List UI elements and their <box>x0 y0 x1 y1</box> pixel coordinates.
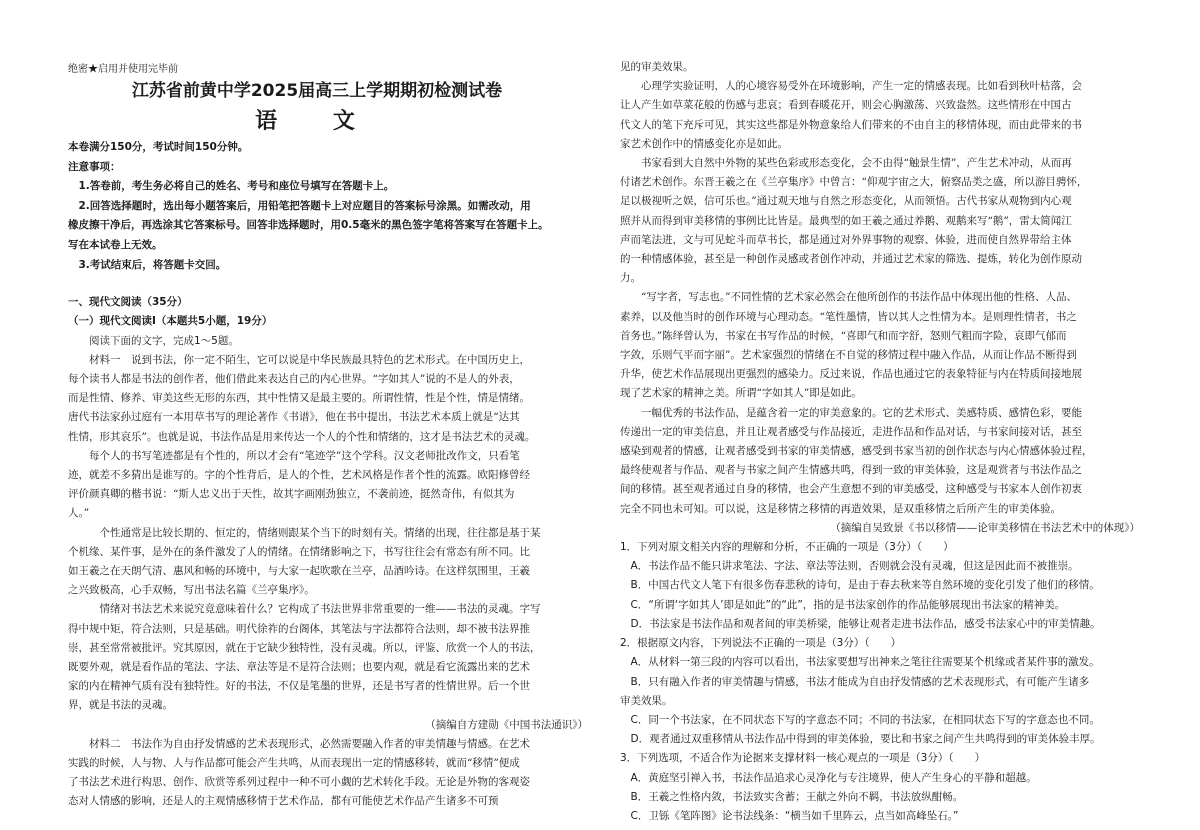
section-heading: 一、现代文阅读（35分） <box>68 296 188 309</box>
text-line: 情绪对书法艺术来说究竟意味着什么？它构成了书法世界非常重要的一维——书法的灵魂。字写 <box>99 603 541 616</box>
subsection-heading: （一）现代文阅读Ⅰ（本题共5小题，19分） <box>68 315 273 328</box>
text-line: 素养，以及他当时的创作环境与心理动态。“笔性墨情，皆以其人之性情为本。是则理性情者，书之 <box>620 310 1077 323</box>
text-line: 的一种情感体验，甚至是一种创作灵感或者创作冲动，并通过艺术家的筛选、提炼，转化为创作原动 <box>620 253 1082 266</box>
text-line: 迹，就差不多猜出是谁写的。字的个性背后，是人的个性，艺术风格是作者个性的流露。欧阳修曾经 <box>68 468 530 481</box>
text-line: 性情，形其哀乐”。也就是说，书法作品是用来传达一个人的个性和情绪的，这才是书法艺术的灵魂。 <box>68 430 536 443</box>
note-line: 3.考试结束后，将答题卡交回。 <box>78 258 227 271</box>
text-line: 家的内在精神气质有没有独特性。好的书法，不仅是笔墨的世界，还是书写者的性情世界。后一个世 <box>68 680 530 693</box>
text-line: 见的审美效果。 <box>620 61 694 73</box>
option-line: C．卫铄《笔阵图》论书法线条：“横当如千里阵云，点当如高峰坠石。” <box>630 809 959 822</box>
text-line: 之兴致极高，心手双畅，写出书法名篇《兰亭集序》。 <box>68 584 315 597</box>
text-line: 人。” <box>68 507 90 520</box>
text-line: 既要外观，就是看作品的笔法、字法、章法等是不是符合法则；也要内观，就是看它流露出来的艺术 <box>68 661 530 674</box>
option-line: A．从材料一第三段的内容可以看出，书法家要想写出神来之笔往往需要某个机缘或者某件事的激发。 <box>630 656 1100 669</box>
text-line: 让人产生如草菜花般的伤感与悲哀；看到春暖花开，则会心胸激荡、兴致盎然。这些情形在中国古 <box>620 99 1072 112</box>
text-line: 每个读书人都是书法的创作者，他们借此来表达自己的内心世界。“字如其人”说的不是人的外表， <box>68 372 520 385</box>
option-line: B．中国古代文人笔下有很多伤春悲秋的诗句，是由于春去秋来等自然环境的变化引发了他们的移情。 <box>630 579 1100 592</box>
text-line: 家艺术创作中的情感变化亦是如此。 <box>620 137 788 150</box>
text-line: 心理学实验证明，人的心境容易受外在环境影响，产生一定的情感表现。比如看到秋叶枯落，会 <box>641 80 1082 93</box>
option-line: 审美效果。 <box>620 694 673 707</box>
text-line: 付诸艺术创作。东晋王羲之在《兰亭集序》中曾言：“仰观宇宙之大，俯察品类之盛，所以游目骋怀， <box>620 176 1088 189</box>
text-line: 评价颜真卿的楷书说：“斯人忠义出于天性，故其字画刚劲独立，不袭前迹，挺然奇伟，有似其为 <box>68 488 515 501</box>
option-line: B．王羲之性格内敛，书法致实含蓄；王献之外向不羁，书法放纵酣畅。 <box>630 790 964 803</box>
option-line: B．只有融入作者的审美情趣与情感，书法才能成为自由抒发情感的艺术表现形式，有可能产生诸多 <box>630 675 1090 688</box>
left-column <box>68 138 588 812</box>
note-line: 2.回答选择题时，选出每小题答案后，用铅笔把答题卡上对应题目的答案标号涂黑。如需改动，用 <box>78 199 531 212</box>
text-line: “写字者，写志也。”不同性情的艺术家必然会在他所创作的书法作品中体现出他的性格、人品、 <box>641 291 1077 304</box>
text-line: 力。 <box>620 272 641 285</box>
text-line: 而是性情、修养、审美这些无形的东西，其中性情又是最主要的。所谓性情，性是个性，情是情绪。 <box>68 392 530 405</box>
text-line: 字敛，乐则气平而字丽”。艺术家强烈的情绪在不自觉的移情过程中融入作品，从而让作品不断得到 <box>620 349 1077 362</box>
text-line: 界，就是书法的灵魂。 <box>68 699 173 712</box>
question-2: 2．根据原文内容，下列说法不正确的一项是（3分）（ ） <box>620 637 902 650</box>
option-line: C．同一个书法家，在不同状态下写的字意态不同；不同的书法家，在相同状态下写的字意态也不同。 <box>630 713 1100 726</box>
text-line: 照并从而得到审美移情的事例比比皆是。最典型的如王羲之通过养鹅、观鹅来写“鹅”，雷太简闻江 <box>620 214 1072 227</box>
exam-info: 本卷满分150分，考试时间150分钟。 <box>68 141 249 153</box>
text-line: 唐代书法家孙过庭有一本用草书写的理论著作《书谱》，他在书中提出，书法艺术本质上就是“达其 <box>68 411 520 424</box>
text-line: 一幅优秀的书法作品，是蕴含着一定的审美意象的。它的艺术形式、美感特质、感情色彩，要能 <box>641 406 1082 419</box>
text-line: 个机缘、某件事，是外在的条件激发了人的情绪。在情绪影响之下，书写往往会有常态有所不同。比 <box>68 545 530 558</box>
text-line: 传递出一定的审美信息，并且让观者感受与作品接近，走进作品和作品对话，与书家间接对话，甚至 <box>620 425 1082 438</box>
text-line: 每个人的书写笔迹都是有个性的，所以才会有“笔迹学”这个学科。汉文老师批改作文，只看笔 <box>89 449 520 462</box>
text-line: 得中规中矩，符合法则，只是基础。明代徐祚的台阁体，其笔法与字法都符合法则，却不被书法界推 <box>68 622 530 635</box>
source-citation: （摘编自吴致景《书以移情——论审美移情在书法艺术中的体现》） <box>830 521 1140 534</box>
text-line: 升华，使艺术作品展现出更强烈的感染力。反过来说，作品也通过它的表象特征与内在特质间接地展 <box>620 368 1082 381</box>
text-line: 首务也。”陈绎曾认为，书家在书写作品的时候，“喜即气和而字舒，怒则气粗而字险，哀即气郁而 <box>620 329 1067 342</box>
note-line: 1.答卷前，考生务必将自己的姓名、考号和座位号填写在答题卡上。 <box>78 180 395 193</box>
question-1: 1．下列对原文相关内容的理解和分析，不正确的一项是（3分）（ ） <box>620 541 954 554</box>
text-line: 态对人情感的影响，还是人的主观情感移情于艺术作品，都有可能使艺术作品产生诸多不可预 <box>68 795 499 808</box>
text-line: 最终使观者与作品、观者与书家之间产生情感共鸣，得到一致的审美体验，这是观赏者与书法作品之 <box>620 464 1082 477</box>
note-line: 写在本试卷上无效。 <box>68 238 163 251</box>
note-line: 橡皮擦干净后，再选涂其它答案标号。回答非选择题时，用0.5毫米的黑色签字笔将答案写在答题卡上。 <box>68 219 549 232</box>
right-column <box>620 58 1140 826</box>
text-line: 个性通常是比较长期的、恒定的，情绪则跟某个当下的时刻有关。情绪的出现，往往都是基于某 <box>99 526 541 539</box>
question-3: 3．下列选项，不适合作为论据来支撑材料一核心观点的一项是（3分）（ ） <box>620 752 986 765</box>
text-line: 书家看到大自然中外物的某些色彩或形态变化，会不由得“触景生情”，产生艺术冲动，从而再 <box>641 157 1072 170</box>
confidential-mark: 绝密★启用并使用完毕前 <box>68 64 178 75</box>
text-line: 如王羲之在天朗气清、惠风和畅的环境中，与大家一起吹歌在兰亭，品酒吟诗。在这样氛围里，王羲 <box>68 565 530 577</box>
source-citation: （摘编自方建勋《中国书法通识》） <box>425 718 588 731</box>
option-line: D．观者通过双重移情从书法作品中得到的审美体验，要比和书家之间产生共鸣得到的审美体验丰厚。 <box>630 733 1101 746</box>
text-line: 间的移情。甚至观者通过自身的移情，也会产生意想不到的审美感受，这种感受与书家本人创作初衷 <box>620 483 1082 496</box>
option-line: A．黄庭坚引禅入书，书法作品追求心灵净化与专注境界，使人产生身心的平静和超越。 <box>630 771 1037 784</box>
text-line: 实践的时候，人与物、人与作品都可能会产生共鸣，从而表现出一定的情感移转，就而“移情”便成 <box>68 757 520 770</box>
text-line: 完全不同也未可知。可以说，这是移情之移情的再造效果，是双重移情之后所产生的审美体验。 <box>620 502 1061 515</box>
text-line: 了书法艺术进行构思、创作、欣赏等系列过程中一种不可小觑的艺术转化手段。无论是外物的客观姿 <box>68 776 530 789</box>
text-line: 声而笔法进，文与可见蛇斗而草书长，都是通过对外界事物的观察、体验，进而使自然界带给主体 <box>620 233 1072 246</box>
notes-heading: 注意事项： <box>68 160 121 173</box>
exam-title: 江苏省前黄中学2025届高三上学期期初检测试卷 <box>131 81 503 101</box>
text-line: 现了艺术家的精神之美。所谓“字如其人”即是如此。 <box>620 387 862 400</box>
subject-title: 语 文 <box>255 109 379 134</box>
option-line: C．“所谓‘字如其人’即是如此”的“此”，指的是书法家创作的作品能够展现出书法家的精神美。 <box>630 598 1066 611</box>
text-line: 材料二 书法作为自由抒发情感的艺术表现形式，必然需要融入作者的审美情趣与情感。在艺术 <box>89 737 530 750</box>
text-line: 材料一 说到书法，你一定不陌生，它可以说是中华民族最具特色的艺术形式。在中国历史上， <box>89 353 530 366</box>
text-line: 代文人的笔下充斥可见，其实这些都是外物意象给人们带来的不由自主的移情体现，而由此带来的书 <box>620 118 1082 131</box>
text-line: 足以极视听之娱，信可乐也。”通过观天地与自然之形态变化，从而领悟。古代书家从观物到内心观 <box>620 195 1072 208</box>
option-line: D．书法家是书法作品和观者间的审美桥梁，能够让观者走进书法作品，感受书法家心中的审美情趣。 <box>630 617 1101 630</box>
text-line: 崇，甚至常常被批评。究其原因，就在于它缺少独特性，没有灵魂。所以，评鉴、欣赏一个人的书法， <box>68 641 541 654</box>
option-line: A．书法作品不能只讲求笔法、字法、章法等法则，否则就会没有灵魂，但这是因此而不被推崇。 <box>630 560 1079 573</box>
text-line: 感染到观者的情感，让观者感受到书家的审美情感，感受到书家当初的创作状态与内心情感体验过程， <box>620 445 1093 458</box>
reading-instruction: 阅读下面的文字，完成1～5题。 <box>89 334 239 347</box>
